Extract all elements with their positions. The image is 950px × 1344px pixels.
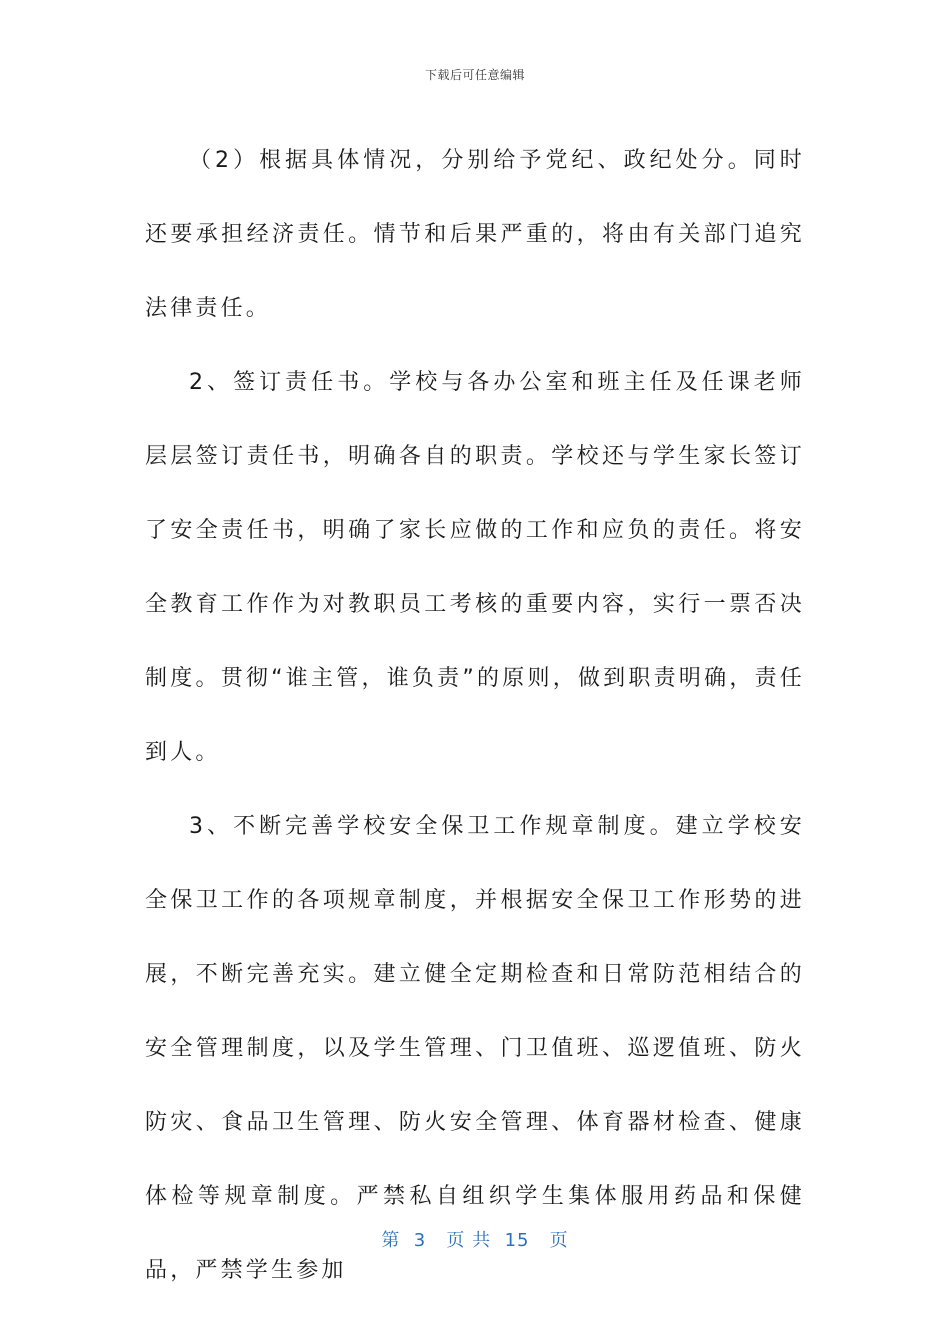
document-body: [145, 124, 805, 1308]
paragraph-safety-regulations: 3、不断完善学校安全保卫工作规章制度。建立学校安全保卫工作的各项规章制度，并根据安全保卫工作形势的进展，不断完善充实。建立健全定期检查和日常防范相结合的安全管理制度，以及学生管理、门卫值班、巡逻值班、防火防灾、食品卫生管理、防火安全管理、体育器材检查、健康体检等规章制度。严禁私自组织学生集体服用药品和保健品，严禁学生参加: [145, 814, 805, 1283]
paragraph-penalty: （2）根据具体情况，分别给予党纪、政纪处分。同时还要承担经济责任。情节和后果严重的，将由有关部门追究法律责任。: [145, 148, 805, 321]
header-note: 下载后可任意编辑: [424, 68, 525, 82]
paragraph-responsibility-letter: 2、签订责任书。学校与各办公室和班主任及任课老师层层签订责任书，明确各自的职责。学校还与学生家长签订了安全责任书，明确了家长应做的工作和应负的责任。将安全教育工作作为对教职员工考核的重要内容，实行一票否决制度。贯彻“谁主管，谁负责”的原则，做到职责明确，责任到人。: [145, 370, 805, 765]
page-number-footer: 第 3 页 共 15 页: [381, 1230, 569, 1251]
